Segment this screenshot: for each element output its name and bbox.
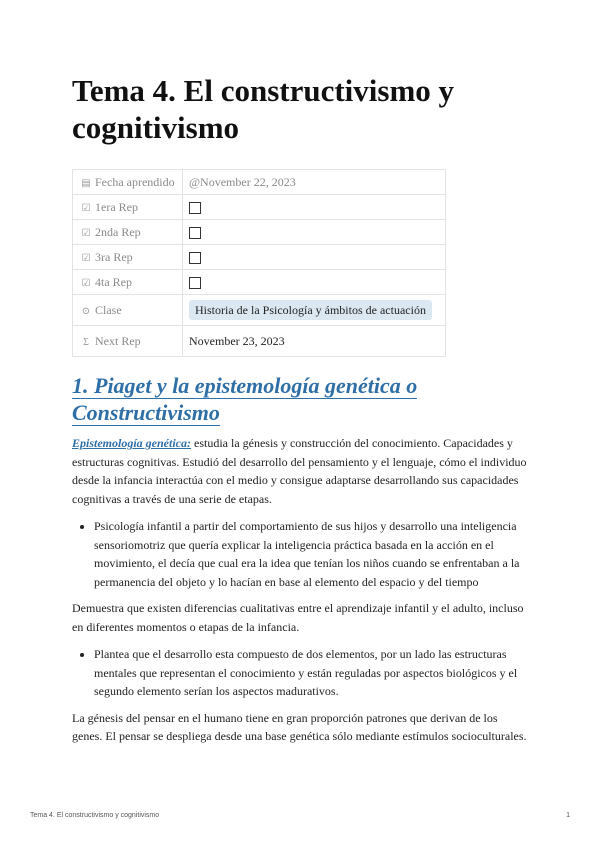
epistemologia-link[interactable]: Epistemología genética: [72, 436, 191, 450]
calendar-icon: ▤ [81, 177, 91, 189]
property-name: 2nda Rep [95, 224, 141, 239]
select-icon: ⊙ [81, 305, 91, 317]
paragraph-text: estudia la génesis y construcción del conocimiento. Capacidades y estructuras cognitivas. Estudió del desarrollo del pensamiento y el lenguaje, cómo el individuo desde la infancia interactúa con el medio y consigue adaptarse desarrollando sus capacidades cognitivas a través de una serie de etapas. [72, 436, 527, 506]
property-name: Next Rep [95, 333, 141, 348]
property-name: 4ta Rep [95, 274, 132, 289]
property-row-rep3 [73, 245, 446, 270]
property-row-next-rep [73, 326, 446, 357]
rep3-checkbox[interactable] [189, 252, 201, 264]
checkbox-icon: ☑ [81, 227, 91, 239]
bullet-list [72, 517, 528, 591]
property-date-value: @November 22, 2023 [189, 174, 296, 189]
list-item: • Psicología infantil a partir del comportamiento de sus hijos y desarrollo una inteligencia sensoriomotriz que quería explicar la inteligencia práctica basada en la acción en el movimiento, el decía que cual era la idea que tenían los niños cuando se enfrentaban a la permanencia del objeto y lo hacían en base al elemento del espacio y del tiempo [94, 517, 528, 591]
page-footer [30, 812, 570, 819]
list-item: • Plantea que el desarrollo esta compuesto de dos elementos, por un lado las estructuras mentales que representan el conocimiento y están reguladas por aspectos biológicos y el segundo elemento serían los aspectos madurativos. [94, 645, 528, 701]
rep1-checkbox[interactable] [189, 202, 201, 214]
section-heading-text: 1. Piaget y la epistemología genética o Constructivismo [72, 373, 418, 425]
property-name: Clase [95, 302, 122, 317]
paragraph [72, 434, 528, 508]
property-name: 1era Rep [95, 199, 138, 214]
properties-table [72, 169, 446, 357]
property-row-clase [73, 295, 446, 326]
property-row-rep2 [73, 220, 446, 245]
page-title: Tema 4. El constructivismo y cognitivismo [72, 73, 455, 145]
property-name: Fecha aprendido [95, 174, 175, 189]
checkbox-icon: ☑ [81, 277, 91, 289]
sigma-icon: Σ [83, 336, 89, 348]
property-row-rep1 [73, 195, 446, 220]
checkbox-icon: ☑ [81, 202, 91, 214]
bullet-list [72, 645, 528, 701]
clase-tag[interactable]: Historia de la Psicología y ámbitos de actuación [189, 300, 432, 320]
property-row-rep4 [73, 270, 446, 295]
body-text [72, 434, 528, 755]
paragraph: Demuestra que existen diferencias cualitativas entre el aprendizaje infantil y el adulto, incluso en diferentes momentos o etapas de la infancia. [72, 601, 524, 634]
checkbox-icon: ☑ [81, 252, 91, 264]
page-number: 1 [566, 812, 570, 819]
rep2-checkbox[interactable] [189, 227, 201, 239]
property-row-fecha [73, 170, 446, 195]
property-name: 3ra Rep [95, 249, 133, 264]
footer-title: Tema 4. El constructivismo y cognitivismo [30, 812, 160, 819]
next-rep-value: November 23, 2023 [189, 333, 285, 348]
section-heading [72, 372, 528, 426]
paragraph: La génesis del pensar en el humano tiene en gran proporción patrones que derivan de los genes. El pensar se despliega desde una base genética sólo mediante estímulos socioculturales. [72, 710, 527, 743]
rep4-checkbox[interactable] [189, 277, 201, 289]
